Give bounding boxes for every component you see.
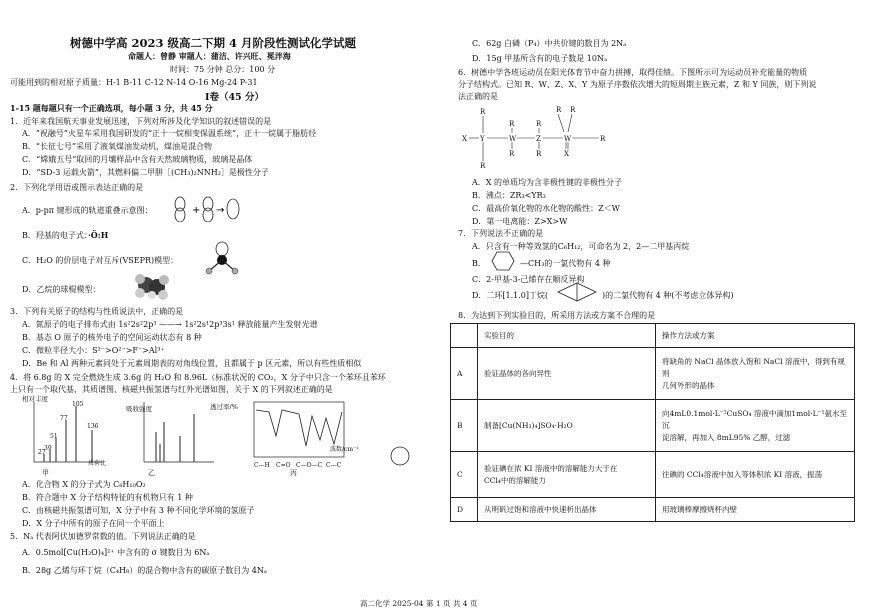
svg-text:W: W	[509, 135, 517, 143]
p-orbital-overlap-icon	[170, 196, 240, 222]
svg-text:X: X	[564, 150, 569, 158]
q7-option-d-prefix: D．二环[1.1.0]丁烷(	[472, 291, 549, 300]
page-footer: 高二化学 2025-04 第 1 页 共 4 页	[360, 599, 478, 608]
svg-text:R: R	[480, 162, 486, 170]
row-goal-line1: 验证碘在浓 KI 溶液中的溶解能力大于在	[484, 463, 618, 473]
row-method-line1: 向4mL0.1mol·L⁻¹CuSO₄ 溶液中滴加1mol·L⁻¹氨水至沉	[662, 408, 848, 430]
q1-option-d: D．“SD-3 运载火箭”，其燃料偏二甲肼［(CH₃)₂NNH₂］是极性分子	[22, 168, 269, 177]
ethane-ball-stick-model-icon	[132, 273, 172, 301]
table-row	[451, 452, 855, 498]
q1-option-b: B．“长征七号”采用了液氧煤油发动机，煤油是混合物	[22, 142, 213, 151]
volume-heading: Ⅰ卷（45 分）	[205, 92, 264, 103]
q8-table	[450, 323, 855, 522]
ms-peak-39: 39	[44, 445, 52, 452]
q4-stem-line2: 上只有一个取代基，其质谱图、核磁共振氢谱与红外光谱如图，关于 X 的下列叙述正确的是	[10, 385, 333, 394]
ms-ylabel: 相对丰度	[22, 395, 48, 403]
q4-option-d: D．X 分子中所有的原子在同一个平面上	[22, 519, 165, 528]
q6-stem-line3: 法正确的是	[458, 92, 498, 101]
ms-peak-77: 77	[60, 415, 68, 422]
q6-option-b: B．沸点：ZR₃<YR₃	[472, 191, 546, 200]
q3-option-d: D．Be 和 Al 两种元素同处于元素周期表的对角线位置，且都属于 p 区元素，所以有些性质相似	[22, 359, 362, 368]
row-goal: 从明矾过饱和溶液中快速析出晶体	[478, 498, 656, 522]
ms-peak-27: 27	[38, 449, 46, 456]
q7-stem: 7．下列说法不正确的是	[458, 229, 544, 238]
panel-b-label: 乙	[148, 469, 155, 477]
vsepr-model-icon	[202, 241, 242, 277]
q3-option-b: B．基态 O 原子的核外电子的空间运动状态有 8 种	[22, 333, 202, 342]
q5-option-a: A．0.5mol[Cu(H₂O)₄]²⁺ 中含有的 σ 键数目为 6Nₐ	[22, 548, 210, 557]
ms-peak-105: 105	[72, 401, 84, 408]
q2-option-a: A．p-pπ 键形成的轨道重叠示意图：	[22, 206, 153, 215]
row-method: 往碘的 CCl₄溶液中加入等体积浓 KI 溶液，振荡	[656, 452, 855, 498]
q2-option-b: B．羟基的电子式：	[22, 231, 92, 240]
row-label: C	[451, 452, 478, 498]
svg-text:R: R	[536, 150, 542, 158]
row-goal: 验证晶体的各向异性	[478, 348, 656, 400]
q6-stem-line2: 分子结构式。已知 R、W、Z、X、Y 为原子序数依次增大的短周期主族元素，Z 和 Y 同族，则下列说	[458, 80, 817, 89]
svg-text:X: X	[462, 135, 467, 143]
q6-structure-formula	[460, 104, 610, 172]
table-row	[451, 498, 855, 522]
table-row	[451, 400, 855, 452]
q6-option-d: D．第一电离能：Z>X>W	[472, 217, 568, 226]
table-corner	[451, 324, 478, 348]
row-method: 用玻璃棒摩擦烧杯内壁	[656, 498, 855, 522]
q5-stem: 5．Nₐ 代表阿伏加德罗常数的值。下列说法正确的是	[10, 532, 196, 541]
ir-mark-co: C=O	[276, 462, 291, 469]
svg-text:R: R	[556, 106, 562, 114]
q7-option-a: A．只含有一种等效氢的C₆H₁₂，可命名为 2，2—二甲基丙烷	[472, 242, 690, 251]
q6-stem-line1: 6．树德中学各班运动员在阳光体育节中奋力拼搏，取得佳绩。下图所示可为运动员补充能量的物质	[458, 68, 808, 77]
ir-xlabel: 波数/cm⁻¹	[330, 446, 359, 453]
row-method-line1: 将缺角的 NaCl 晶体放入饱和 NaCl 溶液中，得到有规则	[662, 356, 845, 378]
table-header-method: 操作方法或方案	[656, 324, 855, 348]
section-heading: 1-15 题每题只有一个正确选项，每小题 3 分，共 45 分	[10, 103, 213, 113]
row-label: D	[451, 498, 478, 522]
q6-option-a: A．X 的单质均为含非极性键的非极性分子	[472, 178, 623, 187]
q4-option-c: C．由核磁共振氢谱可知，X 分子中有 3 种不同化学环境的氢原子	[22, 506, 255, 515]
exam-title: 树德中学高 2023 级高二下期 4 月阶段性测试化学试题	[70, 36, 357, 50]
q3-option-c: C．微粒半径大小：S²⁻>O²⁻>F⁻>Al³⁺	[22, 346, 165, 355]
atomic-masses: 可能用到的相对原子质量：H-1 B-11 C-12 N-14 O-16 Mg-24 P-31	[10, 78, 258, 87]
row-goal: 制备[Cu(NH₃)₄]SO₄·H₂O	[478, 400, 656, 452]
row-goal	[478, 452, 656, 498]
q5-option-d: D．15g 甲基所含有的电子数是 10Nₐ	[472, 54, 608, 63]
q2-option-c: C．H₂O 的价层电子对互斥(VSEPR)模型：	[22, 256, 179, 265]
svg-text:Z: Z	[536, 135, 541, 143]
svg-text:R: R	[509, 120, 515, 128]
q4-stem-line1: 4．将 6.8g 的 X 完全燃烧生成 3.6g 的 H₂O 和 8.96L（标准状况的 CO₂，X 分子中只含一个苯环且苯环	[10, 373, 386, 382]
q4-option-a: A．化合物 X 的分子式为 C₈H₁₀O₂	[22, 480, 146, 489]
ir-mark-coc: C—O—C	[296, 462, 323, 469]
svg-text:R: R	[480, 108, 486, 116]
q7-option-b-suffix: —CH₃的一氯代物有 4 种	[520, 259, 611, 268]
q5-option-b: B．28g 乙烯与环丁烷（C₄H₈）的混合物中含有的碳原子数目为 4Nₐ	[22, 566, 267, 575]
q4-option-b: B．符合题中 X 分子结构特征的有机物只有 1 种	[22, 493, 193, 502]
row-label: A	[451, 348, 478, 400]
exam-authors: 命题人：曾静 审题人：蒲洁、许兴旺、冕泮海	[128, 51, 291, 61]
q1-option-c: C．“嫦娥五号”取回的月壤样品中含有天然玻璃物质，玻璃是晶体	[22, 155, 253, 164]
row-method	[656, 400, 855, 452]
bicyclobutane-icon	[554, 281, 600, 303]
ir-mark-cc: C—C	[326, 462, 342, 469]
q6-option-c: C．最高价氧化物的水化物的酸性：Z＜W	[472, 204, 620, 213]
table-row	[451, 348, 855, 400]
svg-text:R: R	[509, 150, 515, 158]
time-score: 时间：75 分钟 总分：100 分	[170, 65, 276, 74]
q8-stem: 8．为达到下列实验目的，所采用方法或方案不合理的是	[458, 311, 656, 320]
q7-option-c: C．2-甲基-3-己烯存在顺反异构	[472, 275, 585, 284]
q7-option-b-prefix: B．	[472, 259, 486, 268]
row-method-line2: 几何外形的晶体	[662, 380, 715, 390]
svg-text:+: +	[192, 205, 201, 216]
q1-stem: 1．近年来我国航天事业发展迅速，下列对所涉及化学知识的叙述错误的是	[10, 117, 272, 126]
panel-c-label: 丙	[290, 469, 297, 477]
svg-text:R: R	[600, 135, 606, 143]
svg-text:R: R	[536, 120, 542, 128]
svg-text:R: R	[570, 106, 576, 114]
cyclohexane-ring-icon	[484, 250, 518, 272]
row-goal-line2: CCl₄中的溶解能力	[484, 475, 546, 485]
row-method	[656, 348, 855, 400]
q1-option-a: A．“祝融号”火星车采用我国研发的“正十一烷相变保温系统”，正十一烷属于脂肪烃	[22, 129, 317, 138]
hydroxyl-electron-formula: ·Ö:H	[88, 230, 109, 240]
ms-peak-136: 136	[87, 423, 99, 430]
q2-option-d: D．乙烷的球棍模型：	[22, 285, 101, 294]
svg-text:W: W	[564, 135, 572, 143]
row-label: B	[451, 400, 478, 452]
q2-stem: 2．下列化学用语或图示表达正确的是	[10, 183, 144, 192]
svg-text:Y: Y	[480, 135, 485, 143]
ms-xlabel: 质荷比	[88, 460, 107, 467]
ir-ylabel: 透过率/%	[210, 403, 238, 411]
ms-peak-51: 51	[50, 433, 58, 440]
row-method-line2: 淀溶解，再加入 8mL95% 乙醇，过滤	[662, 432, 791, 442]
q3-stem: 3．下列有关原子的结构与性质说法中，正确的是	[10, 307, 184, 316]
nmr-ylabel: 吸收强度	[126, 405, 152, 413]
panel-a-label: 甲	[42, 469, 49, 477]
svg-text:→: →	[216, 205, 225, 216]
table-header-goal: 实验目的	[478, 324, 656, 348]
ir-mark-ch: C—H	[254, 462, 270, 469]
q7-option-d-suffix: )的二氯代物有 4 种(不考虑立体异构)	[602, 291, 734, 300]
q5-option-c: C．62g 白磷（P₄）中共价键的数目为 2Nₐ	[472, 39, 627, 48]
q3-option-a: A．氮原子的电子排布式由 1s²2s²2p³ ——→ 1s²2s¹2p³3s¹ 释放能量产生发射光谱	[22, 320, 318, 329]
